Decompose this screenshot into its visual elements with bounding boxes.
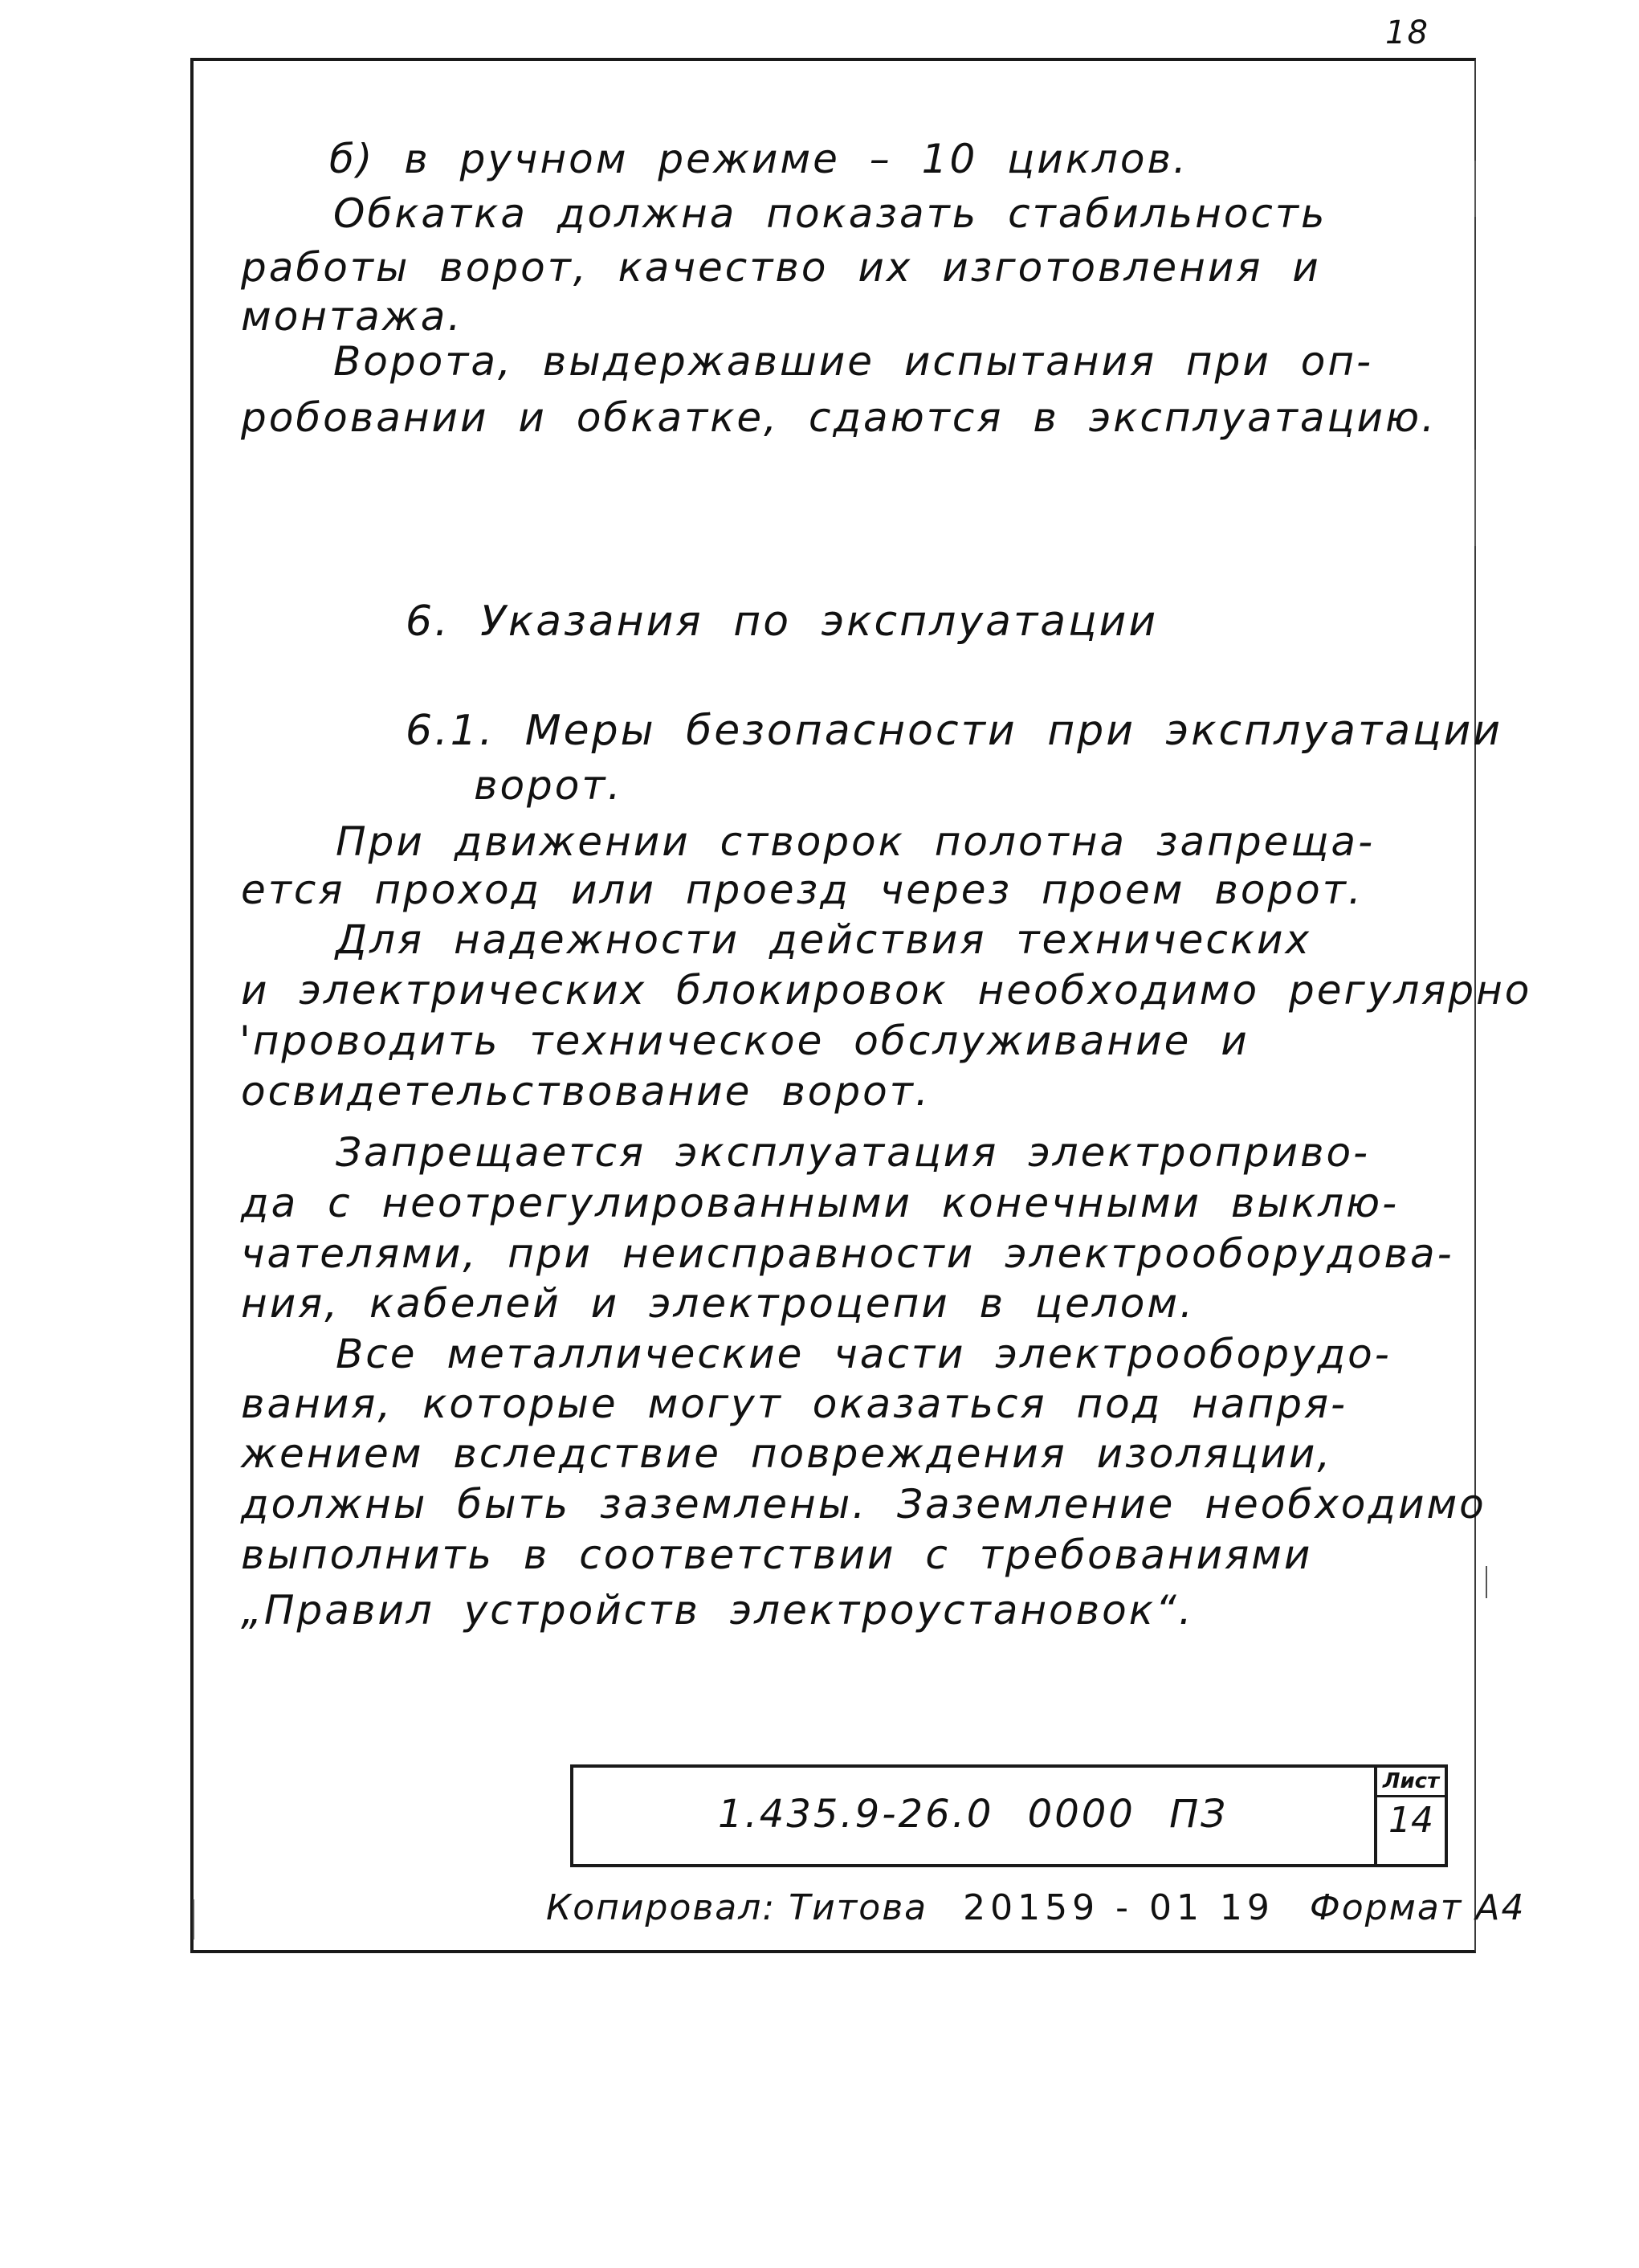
scan-artifact [1474,161,1476,217]
copied-by: Копировал: Титова [546,1887,928,1928]
text-line: вания, которые могут оказаться под напря- [241,1381,1348,1427]
text-line: работы ворот, качество их изготовления и [241,244,1321,291]
scan-artifact [193,1899,194,1940]
section-heading: 6. Указания по эксплуатации [406,598,1159,646]
subsection-heading: 6.1. Меры безопасности при эксплуатации [406,707,1503,755]
text-line: Ворота, выдержавшие испытания при оп- [333,338,1374,385]
sheet-cell [1374,1768,1445,1864]
text-line: чателями, при неисправности электрооборудова- [241,1230,1454,1277]
text-line: ется проход или проезд через проем ворот. [241,867,1364,913]
title-block [570,1764,1448,1867]
sheet-number: 14 [1388,1800,1433,1841]
text-line: При движении створок полотна запреща- [336,818,1376,865]
text-line: да с неотрегулированными конечными выклю- [241,1180,1400,1226]
sheet-label: Лист [1377,1768,1445,1797]
text-line: Все металлические части электрооборудо- [336,1331,1392,1377]
format-label: Формат А4 [1309,1887,1526,1928]
text-line: и электрических блокировок необходимо регулярно [241,967,1532,1014]
text-line: робовании и обкатке, сдаются в эксплуатацию. [241,394,1437,441]
scan-artifact [1486,1566,1487,1598]
text-line: освидетельствование ворот. [241,1068,931,1115]
text-line: Для надежности действия технических [336,916,1312,963]
text-line: должны быть заземлены. Заземление необходимо [241,1481,1486,1528]
footer-copy-info [546,1887,1548,1928]
text-line: б) в ручном режиме – 10 циклов. [329,136,1188,182]
text-line: Запрещается эксплуатация электроприво- [336,1129,1371,1176]
text-line: выполнить в соответствии с требованиями [241,1532,1313,1578]
document-code: 1.435.9-26.0 0000 ПЗ [718,1792,1228,1837]
text-line: „Правил устройств электроустановок“. [241,1587,1194,1634]
text-line: Обкатка должна показать стабильность [333,190,1327,237]
text-line: жением вследствие повреждения изоляции, [241,1430,1333,1477]
subsection-heading-cont: ворот. [474,762,623,809]
text-line: ния, кабелей и электроцепи в целом. [241,1280,1195,1327]
order-number: 20159 - 01 19 [963,1887,1274,1928]
text-line: 'проводить техническое обслуживание и [239,1018,1250,1064]
scan-artifact [1474,450,1476,546]
page-corner-mark: 18 [1385,14,1429,51]
text-line: монтажа. [241,293,463,340]
